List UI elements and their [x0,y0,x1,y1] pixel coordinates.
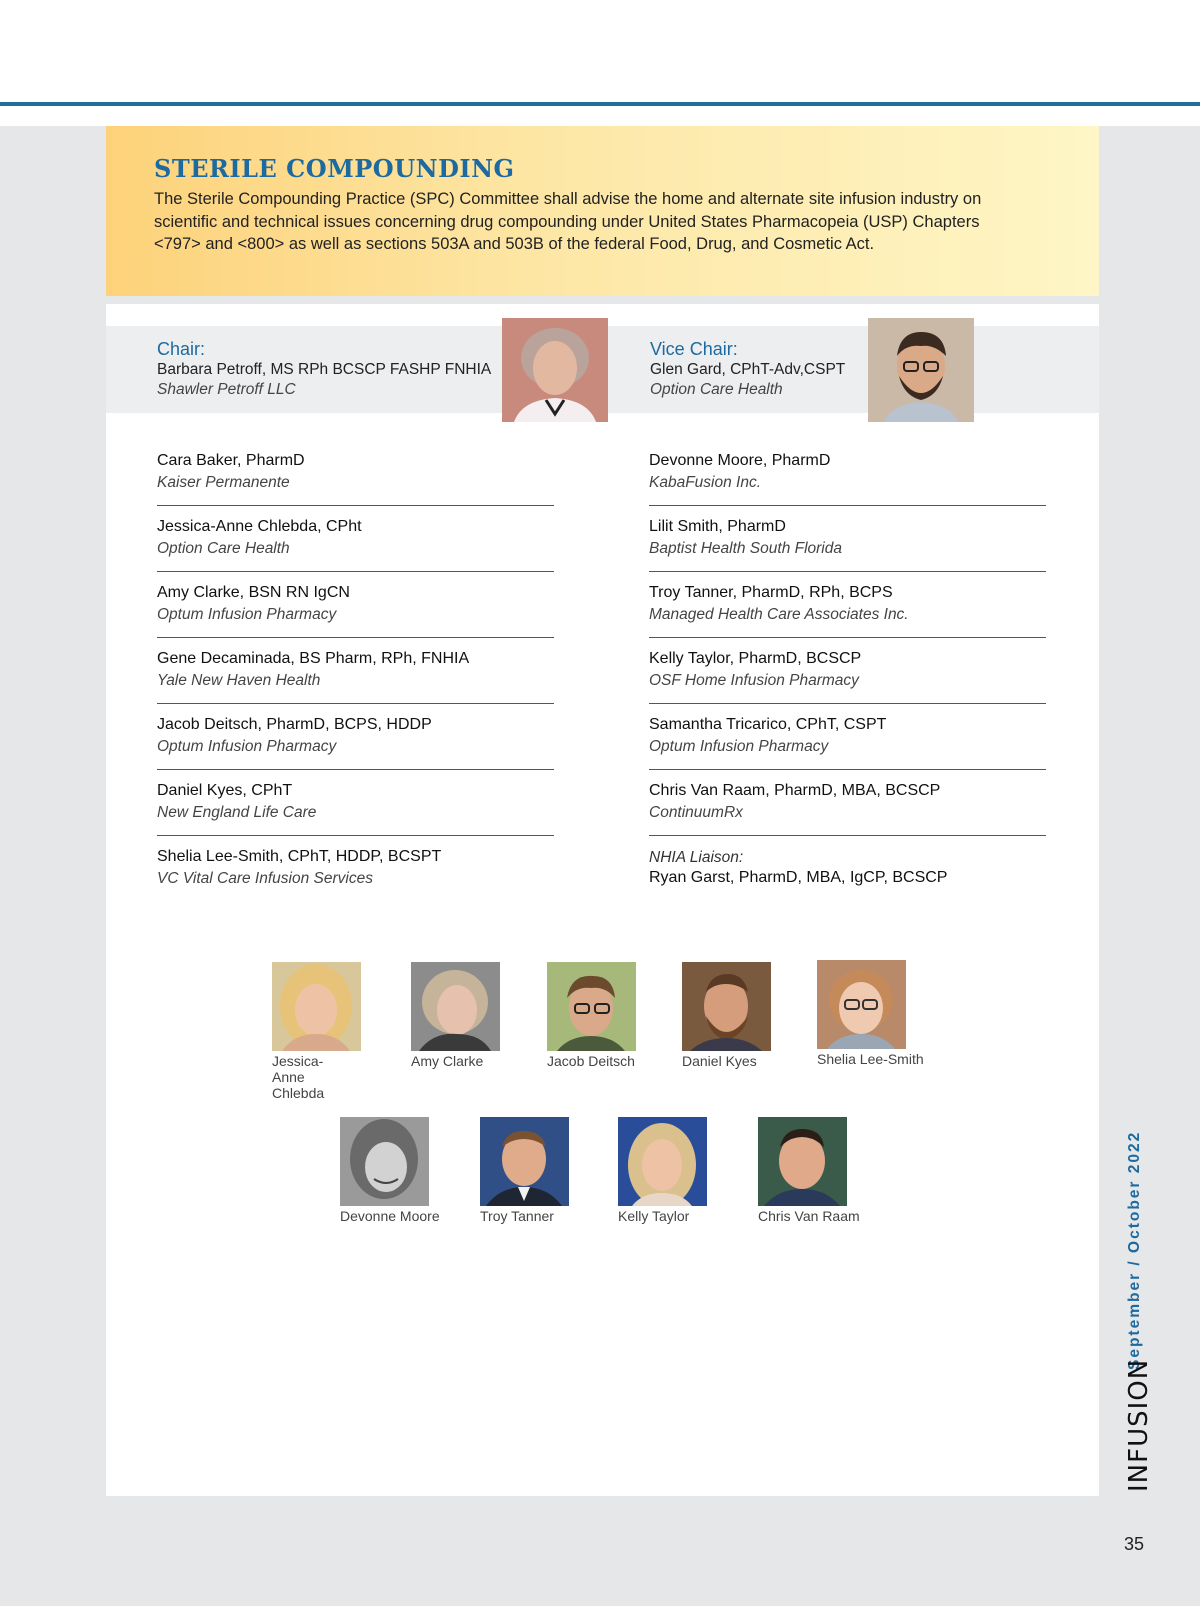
member-name: Shelia Lee-Smith, CPhT, HDDP, BCSPT [157,848,442,865]
member-entry [649,638,1046,704]
member-name: Troy Tanner, PharmD, RPh, BCPS [649,584,893,601]
member-name: Gene Decaminada, BS Pharm, RPh, FNHIA [157,650,470,667]
photo-devonne-moore [340,1117,429,1206]
photo-caption: Chris Van Raam [758,1208,860,1224]
member-photo [411,962,521,1069]
infusion-logo: INFUSION [1124,1358,1154,1492]
section-title: STERILE COMPOUNDING [154,154,515,183]
photo-jessica-anne-chlebda [272,962,361,1051]
member-entry [649,572,1046,638]
member-name: Jessica-Anne Chlebda, CPht [157,518,362,535]
member-org: OSF Home Infusion Pharmacy [649,672,859,689]
photo-daniel-kyes [682,962,771,1051]
member-name: Daniel Kyes, CPhT [157,782,293,799]
member-name: Samantha Tricarico, CPhT, CSPT [649,716,887,733]
member-org: KabaFusion Inc. [649,474,762,491]
header-gap [0,106,1200,126]
photo-caption: Jessica-Anne Chlebda [272,1053,325,1101]
photo-shelia-lee-smith [817,960,906,1049]
liaison-name: Ryan Garst, PharmD, MBA, IgCP, BCSCP [649,869,948,886]
member-org: Option Care Health [157,540,290,557]
member-entry [157,638,554,704]
member-entry [649,506,1046,572]
member-photo [758,1117,868,1224]
chair-block [157,338,491,400]
member-photo [272,962,361,1101]
member-org: Kaiser Permanente [157,474,290,491]
member-name: Kelly Taylor, PharmD, BCSCP [649,650,862,667]
member-photo [682,962,792,1069]
member-entry [157,440,554,506]
vice-chair-org: Option Care Health [650,381,783,398]
member-entry [157,836,554,902]
photo-jacob-deitsch [547,962,636,1051]
member-name: Devonne Moore, PharmD [649,452,831,469]
member-entry [157,770,554,836]
member-name: Lilit Smith, PharmD [649,518,786,535]
photo-chris-van-raam [758,1117,847,1206]
member-entry [649,770,1046,836]
member-org: VC Vital Care Infusion Services [157,870,373,887]
member-org: Optum Infusion Pharmacy [157,606,337,623]
member-entry [649,704,1046,770]
banner-divider [106,296,1099,304]
photo-caption: Troy Tanner [480,1208,554,1224]
member-photo [817,960,927,1067]
member-name: Chris Van Raam, PharmD, MBA, BCSCP [649,782,941,799]
issue-date: September / October 2022 [1126,1130,1143,1370]
vice-chair-name: Glen Gard, CPhT-Adv,CSPT [650,361,846,378]
chair-name: Barbara Petroff, MS RPh BCSCP FASHP FNHIA [157,361,492,378]
liaison-label: NHIA Liaison: [649,849,744,866]
vice-chair-label: Vice Chair: [650,339,738,359]
member-photo [618,1117,728,1224]
member-entry [157,704,554,770]
members-left-column [157,440,554,902]
member-org: Optum Infusion Pharmacy [649,738,829,755]
sterile-compounding-banner [106,126,1099,296]
member-photo [340,1117,450,1224]
member-name: Amy Clarke, BSN RN IgCN [157,584,350,601]
chair-portrait [502,318,608,422]
member-name: Jacob Deitsch, PharmD, BCPS, HDDP [157,716,432,733]
member-entry [157,506,554,572]
photo-caption: Amy Clarke [411,1053,484,1069]
vice-chair-block [650,338,845,400]
chair-label: Chair: [157,339,206,359]
photo-amy-clarke [411,962,500,1051]
member-entry [157,572,554,638]
member-photo [480,1117,590,1224]
member-org: Yale New Haven Health [157,672,321,689]
photo-caption: Daniel Kyes [682,1053,757,1069]
photo-caption: Shelia Lee-Smith [817,1051,924,1067]
liaison-entry [649,836,1046,902]
photo-kelly-taylor [618,1117,707,1206]
page-number: 35 [1124,1534,1145,1554]
photo-caption: Devonne Moore [340,1208,440,1224]
member-org: Managed Health Care Associates Inc. [649,606,909,623]
section-description: The Sterile Compounding Practice (SPC) Committee shall advise the home and alternate site infusion industry on scientific and technical issues concerning drug compounding under United States Pharmacopeia (USP) Chapters <797> and <800> as well as sections 503A and 503B of the federal Food, Drug, and Cosmetic Act. [154,190,982,253]
member-photo [547,962,657,1069]
photo-caption: Kelly Taylor [618,1208,690,1224]
photo-caption: Jacob Deitsch [547,1053,635,1069]
member-entry [649,440,1046,506]
photo-troy-tanner [480,1117,569,1206]
member-org: New England Life Care [157,804,317,821]
vice-chair-portrait [868,318,974,422]
member-org: Baptist Health South Florida [649,540,842,557]
member-name: Cara Baker, PharmD [157,452,305,469]
page-header-space [0,0,1200,102]
member-org: Optum Infusion Pharmacy [157,738,337,755]
chair-org: Shawler Petroff LLC [157,381,296,398]
members-right-column [649,440,1046,902]
member-org: ContinuumRx [649,804,743,821]
